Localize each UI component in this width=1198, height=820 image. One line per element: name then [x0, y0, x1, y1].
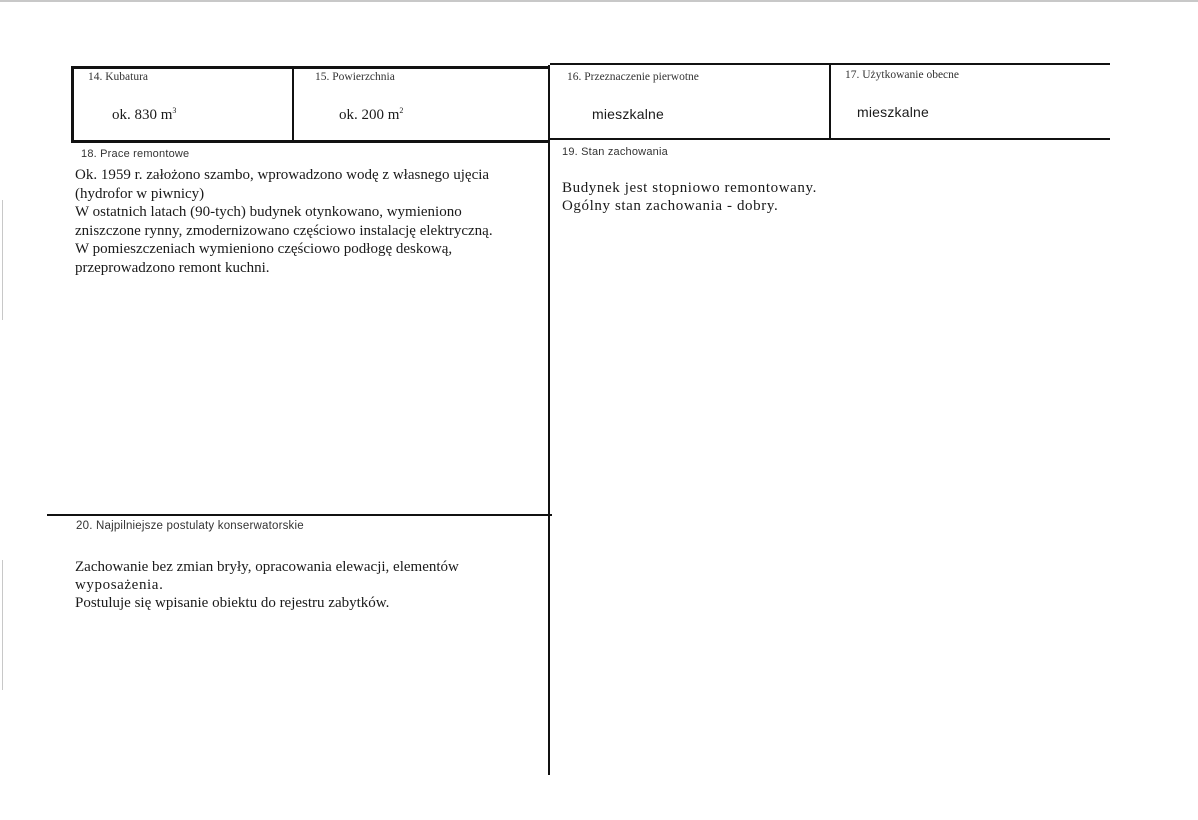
field-18-line: zniszczone rynny, zmodernizowano częściowo instalację elektryczną.	[75, 222, 493, 239]
field-20-line: Postuluje się wpisanie obiektu do rejestru zabytków.	[75, 595, 390, 611]
scan-edge-mark	[2, 560, 3, 690]
field-18-label: 18. Prace remontowe	[81, 148, 190, 160]
field-15-value	[339, 106, 403, 124]
field-14-value-exponent: 3	[172, 106, 177, 115]
field-16-label: 16. Przeznaczenie pierwotne	[567, 71, 699, 83]
scan-edge-mark	[0, 0, 1198, 2]
field-18-line: (hydrofor w piwnicy)	[75, 185, 205, 202]
field-15-value-text: ok. 200 m	[339, 107, 400, 123]
divider-16-17	[829, 64, 831, 140]
divider-15-16	[548, 65, 550, 775]
header-row-bottom	[550, 138, 1110, 140]
divider-14-15	[292, 67, 294, 142]
field-19-text	[562, 179, 817, 215]
field-20-line: wyposażenia.	[75, 577, 164, 593]
left-border	[71, 66, 74, 142]
field-19-line: Ogólny stan zachowania - dobry.	[562, 198, 779, 214]
field-14-value-text: ok. 830 m	[112, 107, 173, 123]
scan-edge-mark	[2, 200, 3, 320]
field-18-line: Ok. 1959 r. założono szambo, wprowadzono wodę z własnego ujęcia	[75, 167, 490, 183]
top-border	[71, 66, 550, 69]
field-20-line: Zachowanie bez zmian bryły, opracowania elewacji, elementów	[75, 559, 459, 575]
header-row-bottom	[71, 140, 550, 143]
field-17-value: mieszkalne	[857, 104, 930, 120]
field-16-value: mieszkalne	[592, 106, 665, 122]
field-20-text	[75, 558, 459, 612]
field-14-value	[112, 106, 176, 124]
field-15-label: 15. Powierzchnia	[315, 71, 395, 83]
section-20-top-border	[47, 514, 552, 516]
field-14-label: 14. Kubatura	[88, 71, 149, 83]
field-20-label: 20. Najpilniejsze postulaty konserwatorskie	[76, 520, 304, 532]
field-17-label: 17. Użytkowanie obecne	[845, 69, 960, 81]
field-18-text	[75, 166, 493, 277]
field-15-value-exponent: 2	[399, 106, 404, 115]
field-18-line: W ostatnich latach (90-tych) budynek otynkowano, wymieniono	[75, 204, 462, 220]
field-18-line: przeprowadzono remont kuchni.	[75, 259, 270, 276]
field-18-line: W pomieszczeniach wymieniono częściowo podłogę deskową,	[75, 241, 453, 257]
field-19-line: Budynek jest stopniowo remontowany.	[562, 180, 818, 196]
field-19-label: 19. Stan zachowania	[562, 146, 668, 158]
